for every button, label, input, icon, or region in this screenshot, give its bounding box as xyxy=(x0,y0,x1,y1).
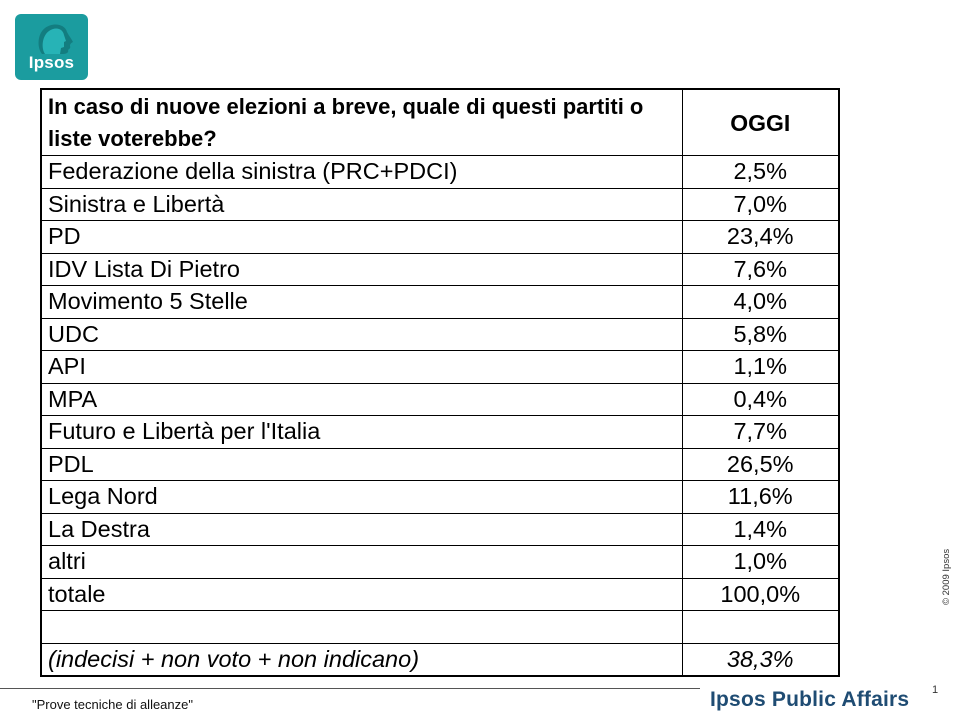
party-label: MPA xyxy=(41,383,682,416)
table-row xyxy=(41,578,839,611)
question-header: In caso di nuove elezioni a breve, quale di questi partiti o liste voterebbe? xyxy=(41,89,682,156)
party-label: Federazione della sinistra (PRC+PDCI) xyxy=(41,156,682,189)
party-label: La Destra xyxy=(41,513,682,546)
table-row xyxy=(41,253,839,286)
poll-table xyxy=(40,88,840,677)
table-row xyxy=(41,513,839,546)
table-row xyxy=(41,546,839,579)
party-label: Lega Nord xyxy=(41,481,682,514)
vote-percentage xyxy=(682,611,839,644)
undecided-row xyxy=(41,643,839,676)
party-label: Futuro e Libertà per l'Italia xyxy=(41,416,682,449)
table-row xyxy=(41,383,839,416)
table-row xyxy=(41,481,839,514)
vote-percentage: 26,5% xyxy=(682,448,839,481)
vote-percentage: 23,4% xyxy=(682,221,839,254)
party-label xyxy=(41,611,682,644)
page-number: 1 xyxy=(932,684,939,696)
table-row xyxy=(41,448,839,481)
vote-percentage: 5,8% xyxy=(682,318,839,351)
column-header-oggi: OGGI xyxy=(682,89,839,156)
vote-percentage: 7,6% xyxy=(682,253,839,286)
party-label: PD xyxy=(41,221,682,254)
brand-name: Ipsos Public Affairs xyxy=(710,688,910,711)
table-row xyxy=(41,156,839,189)
party-label: API xyxy=(41,351,682,384)
vote-percentage: 4,0% xyxy=(682,286,839,319)
table-row xyxy=(41,416,839,449)
party-label: (indecisi + non voto + non indicano) xyxy=(41,643,682,676)
party-label: Sinistra e Libertà xyxy=(41,188,682,221)
footer-divider xyxy=(0,688,700,689)
vote-percentage: 7,0% xyxy=(682,188,839,221)
party-label: UDC xyxy=(41,318,682,351)
ipsos-logo xyxy=(15,14,88,80)
vote-percentage: 1,0% xyxy=(682,546,839,579)
vote-percentage: 100,0% xyxy=(682,578,839,611)
presentation-subtitle: "Prove tecniche di alleanze" xyxy=(32,697,193,712)
table-header-row xyxy=(41,89,839,156)
vote-percentage: 7,7% xyxy=(682,416,839,449)
table-row xyxy=(41,318,839,351)
vote-percentage: 38,3% xyxy=(682,643,839,676)
table-row xyxy=(41,221,839,254)
table-row xyxy=(41,286,839,319)
vote-percentage: 1,4% xyxy=(682,513,839,546)
party-label: altri xyxy=(41,546,682,579)
table-row xyxy=(41,351,839,384)
copyright-notice: © 2009 Ipsos xyxy=(941,548,952,605)
party-label: totale xyxy=(41,578,682,611)
table-row xyxy=(41,188,839,221)
vote-percentage: 11,6% xyxy=(682,481,839,514)
party-label: Movimento 5 Stelle xyxy=(41,286,682,319)
party-label: IDV Lista Di Pietro xyxy=(41,253,682,286)
vote-percentage: 0,4% xyxy=(682,383,839,416)
vote-percentage: 1,1% xyxy=(682,351,839,384)
party-label: PDL xyxy=(41,448,682,481)
logo-text: Ipsos xyxy=(28,53,75,72)
vote-percentage: 2,5% xyxy=(682,156,839,189)
empty-row xyxy=(41,611,839,644)
